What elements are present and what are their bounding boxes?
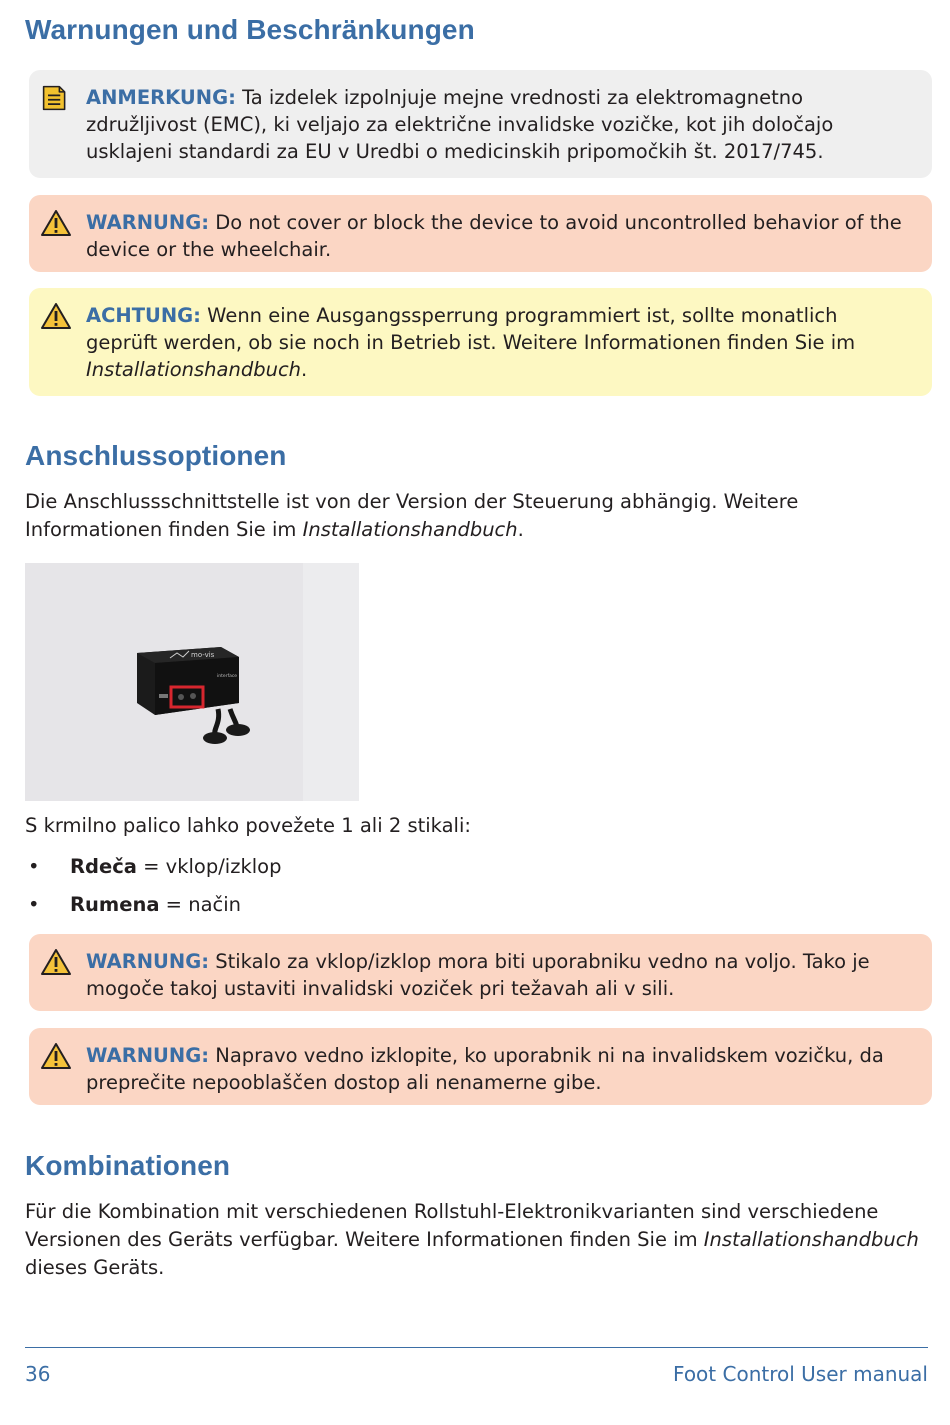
connection-intro-text: Die Anschlussschnittstelle ist von der Version der Steuerung abhängig. Weitere Informationen finden Sie im [25,490,799,541]
warning-text: Do not cover or block the device to avoid uncontrolled behavior of the device or the wheelchair. [86,211,902,261]
caution-label: ACHTUNG: [86,304,201,327]
warning-icon [40,1042,72,1070]
switches-intro: S krmilno palico lahko povežete 1 ali 2 stikali: [25,814,471,837]
connection-intro-italic: Installationshandbuch [302,518,518,541]
list-item [25,848,281,886]
warning-icon [40,209,72,237]
footer-divider [25,1347,928,1348]
device-brand-text: mo-vis [191,651,215,659]
combinations-text-main: Für die Kombination mit verschiedenen Rollstuhl-Elektronikvarianten sind verschiedene Versionen des Geräts verfügbar. Weitere Informationen finden Sie im [25,1200,879,1251]
note-box [29,70,932,178]
connection-intro-end: . [517,518,524,541]
caution-box [29,288,932,396]
caution-text: Wenn eine Ausgangssperrung programmiert ist, sollte monatlich geprüft werden, ob sie noch in Betrieb ist. Weitere Informationen finden Sie im [86,304,856,354]
combinations-text [25,1198,928,1282]
caution-text-italic: Installationshandbuch [86,358,302,381]
list-item-term: Rdeča [70,855,137,878]
warning-label: WARNUNG: [86,211,210,234]
device-illustration [25,563,359,801]
warning-box-power-off [29,1028,932,1105]
device-port-label: interface [217,674,238,679]
combinations-text-italic: Installationshandbuch [703,1228,919,1251]
warning-text: Napravo vedno izklopite, ko uporabnik ni na invalidskem vozičku, da preprečite nepooblaščen dostop ali nenamerne gibe. [86,1044,884,1094]
note-label: ANMERKUNG: [86,86,236,109]
warning-box-cover [29,195,932,272]
section-title-combinations: Kombinationen [25,1150,231,1181]
connection-intro [25,488,928,544]
warning-label: WARNUNG: [86,950,210,973]
usb-port-icon [159,694,168,698]
warning-label: WARNUNG: [86,1044,210,1067]
list-item-text: = način [159,893,242,916]
section-title-warnings: Warnungen und Beschränkungen [25,14,475,45]
warning-text: Stikalo za vklop/izklop mora biti uporabniku vedno na voljo. Tako je mogoče takoj ustaviti invalidski voziček pri težavah ali v sili. [86,950,870,1000]
list-item-term: Rumena [70,893,160,916]
warning-icon [40,948,72,976]
warning-box-switch [29,934,932,1011]
combinations-text-end: dieses Geräts. [25,1256,165,1279]
section-title-connection: Anschlussoptionen [25,440,287,471]
list-item [25,886,281,924]
caution-text-end: . [301,358,308,381]
list-item-text: = vklop/izklop [136,855,282,878]
switch-list [25,848,281,924]
device-photo [25,563,359,801]
note-icon [41,84,69,112]
warning-icon [40,302,72,330]
manual-title: Foot Control User manual [673,1362,928,1386]
page-number: 36 [25,1362,51,1386]
note-text: Ta izdelek izpolnjuje mejne vrednosti za elektromagnetno združljivost (EMC), ki veljajo za električne invalidske vozičke, kot jih določajo usklajeni standardi za EU v Uredbi o medicinskih pripomočkih št. 2017/745. [86,86,834,163]
